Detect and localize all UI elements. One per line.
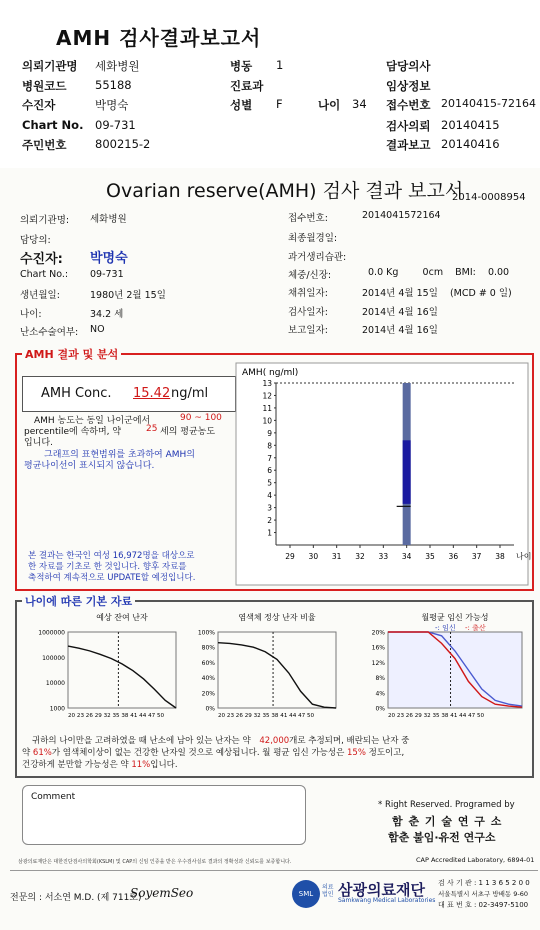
amh-conc-label: AMH Conc. xyxy=(41,386,112,401)
age-summary-text: 건강하게 분만할 가능성은 약 xyxy=(22,760,129,770)
amh-conc-unit: ng/ml xyxy=(171,386,209,401)
age-summary-text: 정도이고, xyxy=(368,748,405,758)
field-value: 1980년 2월 15일 xyxy=(90,290,166,301)
mini-chart-xtick-labels: 20 23 26 29 32 35 38 41 44 47 50 xyxy=(218,713,315,719)
remaining-eggs-value: 42,000 xyxy=(259,736,290,746)
lab-phone: 대 표 번 호 : 02-3497-5100 xyxy=(438,901,529,909)
chart-ytick-label: 1 xyxy=(267,528,272,538)
cap-accreditation: CAP Accredited Laboratory, 6894-01 xyxy=(416,856,535,864)
summary-value: 1 xyxy=(276,58,284,72)
monthly-pregnancy-chart xyxy=(354,610,530,728)
summary-value: F xyxy=(276,97,283,111)
age-summary-text: 가 염색체이상이 없는 건강한 난자일 것으로 예상됩니다. 월 평균 임신 가능성은 xyxy=(51,748,345,758)
mini-chart-ytick-label: 40% xyxy=(201,675,215,683)
chart-xtick-label: 30 xyxy=(308,552,319,561)
foundation-logo: SML xyxy=(292,880,320,908)
chart-ytick-label: 5 xyxy=(267,478,272,488)
amh-conc-box xyxy=(22,376,236,412)
mini-chart-ytick-label: 100% xyxy=(197,629,215,637)
report-title: Ovarian reserve(AMH) 검사 결과 보고서 xyxy=(106,180,464,202)
foundation-badge: 의료법인 xyxy=(322,884,334,898)
normal-egg-ratio-value: 61% xyxy=(32,748,52,758)
summary-key: 수진자 xyxy=(22,98,56,112)
field-label: 난소수술여부: xyxy=(20,327,79,338)
amh-desc: AMH 농도는 동일 나이군에서 xyxy=(34,416,151,426)
age-summary-text: 개로 추정되며, 배란되는 난자 중 xyxy=(289,736,410,746)
field-label: 수진자: xyxy=(20,252,63,267)
lab-name: 함 춘 기 술 연 구 소 xyxy=(392,815,503,828)
summary-key: 성별 xyxy=(230,98,253,112)
mini-chart-series-line xyxy=(68,646,176,708)
patient-name: 박명숙 xyxy=(90,251,128,266)
age-summary-line xyxy=(22,758,178,770)
field-value: 2014년 4월 16일 xyxy=(362,307,438,318)
amh-desc: 입니다. xyxy=(24,438,53,448)
age-section-label: 나이에 따른 기본 자료 xyxy=(22,593,135,609)
mini-chart-ytick-label: 1000 xyxy=(49,705,65,713)
field-value: 34.2 세 xyxy=(90,309,124,320)
summary-value: 20140416 xyxy=(441,137,500,151)
amh-desc: 세의 평균농도 xyxy=(160,427,216,437)
mini-chart-ytick-label: 20% xyxy=(201,690,215,698)
chart-xtick-label: 38 xyxy=(495,552,505,561)
chart-ytick-label: 12 xyxy=(262,391,272,401)
mini-chart-ytick-label: 100000 xyxy=(42,654,65,662)
amh-conc-value: 15.42 xyxy=(133,386,171,401)
chart-xtick-label: 35 xyxy=(425,552,435,561)
summary-value: 09-731 xyxy=(95,118,136,132)
mini-chart-ytick-label: 8% xyxy=(375,675,385,683)
chart-ytick-label: 2 xyxy=(267,516,272,526)
mini-chart-legend: -: 출산 xyxy=(465,624,486,632)
comment-label: Comment xyxy=(31,792,76,802)
summary-key: 검사의뢰 xyxy=(386,119,431,133)
summary-value: 박명숙 xyxy=(95,98,129,112)
mini-chart-ytick-label: 1000000 xyxy=(38,629,65,637)
field-value: NO xyxy=(90,324,105,335)
specialist-signature: SoyemSeo xyxy=(130,886,194,900)
report-sheet xyxy=(0,168,540,930)
field-value: 2014041572164 xyxy=(362,210,441,221)
summary-key: 병동 xyxy=(230,59,253,73)
rights-notice: * Right Reserved. Programed by xyxy=(378,800,515,810)
normal-chromosome-ratio-chart xyxy=(188,610,348,728)
chart-xtick-label: 33 xyxy=(378,552,389,561)
summary-key: 주민번호 xyxy=(22,138,67,152)
summary-key: 결과보고 xyxy=(386,138,431,152)
field-label: 과거생리습관: xyxy=(288,252,347,263)
summary-key: 담당의사 xyxy=(386,59,431,73)
chart-xtick-label: 31 xyxy=(331,552,342,561)
specialist-name: 전문의 : 서소연 M.D. (제 711호) xyxy=(10,893,142,903)
lab-registration: 검 사 기 관 : 1 1 3 6 5 2 0 0 xyxy=(438,879,530,887)
field-value: 2014년 4월 15일 (MCD # 0 일) xyxy=(362,288,512,299)
summary-value: 800215-2 xyxy=(95,137,151,151)
summary-value: 20140415-72164 xyxy=(441,97,536,110)
mini-chart-plot-area xyxy=(388,632,522,708)
mini-chart-xtick-labels: 20 23 26 29 32 35 38 41 44 47 50 xyxy=(388,713,485,719)
mini-chart-plot-area xyxy=(218,632,336,708)
chart-ytick-label: 6 xyxy=(267,466,272,476)
chart-ytick-label: 11 xyxy=(262,403,272,413)
mini-chart-ytick-label: 0% xyxy=(375,705,385,713)
chart-bar-middle xyxy=(403,440,411,504)
field-label: 검사일자: xyxy=(288,307,328,318)
mini-chart-ytick-label: 16% xyxy=(371,644,385,652)
chart-ytick-label: 13 xyxy=(262,379,272,388)
age-summary-text: 입니다. xyxy=(150,760,178,770)
mini-chart-title: 월평균 임신 가능성 xyxy=(421,613,489,622)
chart-xtick-label: 34 xyxy=(401,552,412,561)
remaining-eggs-chart xyxy=(22,610,182,728)
amh-by-age-chart xyxy=(236,363,532,585)
mini-chart-series-line xyxy=(218,643,336,708)
lab-address: 서울특별시 서초구 방배동 9-60 xyxy=(438,890,529,898)
mini-chart-title: 예상 잔여 난자 xyxy=(96,613,148,622)
mini-chart-ytick-label: 0% xyxy=(205,705,215,713)
comment-box xyxy=(22,785,306,845)
pregnancy-rate-value: 15% xyxy=(347,748,366,758)
summary-key: Chart No. xyxy=(22,118,84,132)
chart-xtick-label: 36 xyxy=(448,552,459,561)
field-label: 최종월경일: xyxy=(288,233,338,244)
amh-footnote: 축적하여 계속적으로 UPDATE할 예정입니다. xyxy=(28,573,196,583)
foundation-name-en: Samkwang Medical Laboratories xyxy=(338,897,436,904)
chart-ytick-label: 8 xyxy=(267,441,272,451)
amh-note: 평균나이선이 표시되지 않습니다. xyxy=(24,461,155,471)
mini-chart-ytick-label: 60% xyxy=(201,659,215,667)
field-value: 09-731 xyxy=(90,269,124,280)
field-label: 생년월일: xyxy=(20,290,60,301)
amh-footnote: 한 자료를 기초로 한 것입니다. 향후 자료를 xyxy=(28,562,187,572)
mini-chart-plot-area xyxy=(68,632,176,708)
summary-value: 55188 xyxy=(95,78,132,92)
mini-chart-title: 염색체 정상 난자 비율 xyxy=(238,613,316,622)
mini-chart-ytick-label: 80% xyxy=(201,644,215,652)
chart-ytick-label: 3 xyxy=(267,503,272,513)
chart-xtick-label: 32 xyxy=(355,552,365,561)
amh-footnote: 본 결과는 한국인 여성 16,972명을 대상으로 xyxy=(28,551,195,561)
summary-key: 나이 xyxy=(318,98,341,112)
chart-ytick-label: 4 xyxy=(267,491,272,501)
foundation-name: 삼광의료재단 xyxy=(338,881,425,899)
chart-xlabel: 나이 xyxy=(516,552,532,561)
footer-divider xyxy=(10,870,538,871)
field-label: 접수번호: xyxy=(288,213,328,224)
chart-ytick-label: 9 xyxy=(267,428,272,438)
mini-chart-xtick-labels: 20 23 26 29 32 35 38 41 44 47 50 xyxy=(68,713,165,719)
age-summary-line xyxy=(32,734,409,746)
summary-key: 진료과 xyxy=(230,79,264,93)
age-summary-line xyxy=(22,746,404,758)
mini-chart-ytick-label: 12% xyxy=(371,659,385,667)
summary-value: 34 xyxy=(352,97,367,111)
field-value: 0.0 Kg 0cm BMI: 0.00 xyxy=(368,267,510,278)
chart-ytick-label: 7 xyxy=(267,453,272,463)
amh-section-label: AMH 결과 및 분석 xyxy=(22,346,121,362)
amh-note: 그래프의 표현범위를 초과하여 AMH의 xyxy=(44,450,195,460)
mini-chart-ytick-label: 20% xyxy=(371,629,385,637)
field-label: Chart No.: xyxy=(20,269,69,280)
summary-header xyxy=(0,0,540,168)
summary-key: 병원코드 xyxy=(22,79,67,93)
summary-value: 20140415 xyxy=(441,118,500,132)
chart-xtick-label: 29 xyxy=(285,552,295,561)
summary-value: 세화병원 xyxy=(95,59,140,73)
mini-chart-legend: -: 임신 xyxy=(435,624,456,632)
summary-key: 접수번호 xyxy=(386,98,431,112)
amh-desc: percentile에 속하며, 약 xyxy=(24,427,122,437)
field-value: 2014년 4월 16일 xyxy=(362,325,438,336)
field-label: 체중/신장: xyxy=(288,270,332,281)
field-value: 세화병원 xyxy=(90,214,127,225)
age-summary-text: 귀하의 나이만을 고려하였을 때 난소에 남아 있는 난자는 약 xyxy=(32,736,251,746)
amh-percentile: 90 ~ 100 xyxy=(180,413,222,423)
chart-ytick-label: 10 xyxy=(262,416,272,426)
summary-key: 임상정보 xyxy=(386,79,431,93)
mini-chart-ytick-label: 10000 xyxy=(45,680,65,688)
field-label: 의뢰기관명: xyxy=(20,215,70,226)
chart-xtick-label: 37 xyxy=(471,552,482,561)
field-label: 나이: xyxy=(20,309,42,320)
chart-ylabel: AMH( ng/ml) xyxy=(242,368,299,378)
amh-age-equivalent: 25 xyxy=(146,424,158,434)
age-summary-text: 약 xyxy=(22,748,31,758)
certification-note: 삼광의료재단은 대한진단검사의학회(KSLM) 및 CAP의 신임 인증을 받은 우수검사실로 결과의 정확성과 신뢰도를 보증합니다. xyxy=(18,859,292,865)
field-label: 담당의: xyxy=(20,235,51,246)
report-number: 2014-0008954 xyxy=(452,192,526,203)
summary-key: 의뢰기관명 xyxy=(22,59,78,73)
field-label: 보고일자: xyxy=(288,325,328,336)
mini-chart-ytick-label: 4% xyxy=(375,690,385,698)
summary-title: AMH 검사결과보고서 xyxy=(56,26,262,50)
lab-name: 함춘 불임·유전 연구소 xyxy=(388,831,496,844)
birth-rate-value: 11% xyxy=(131,760,151,770)
field-label: 채취일자: xyxy=(288,288,328,299)
